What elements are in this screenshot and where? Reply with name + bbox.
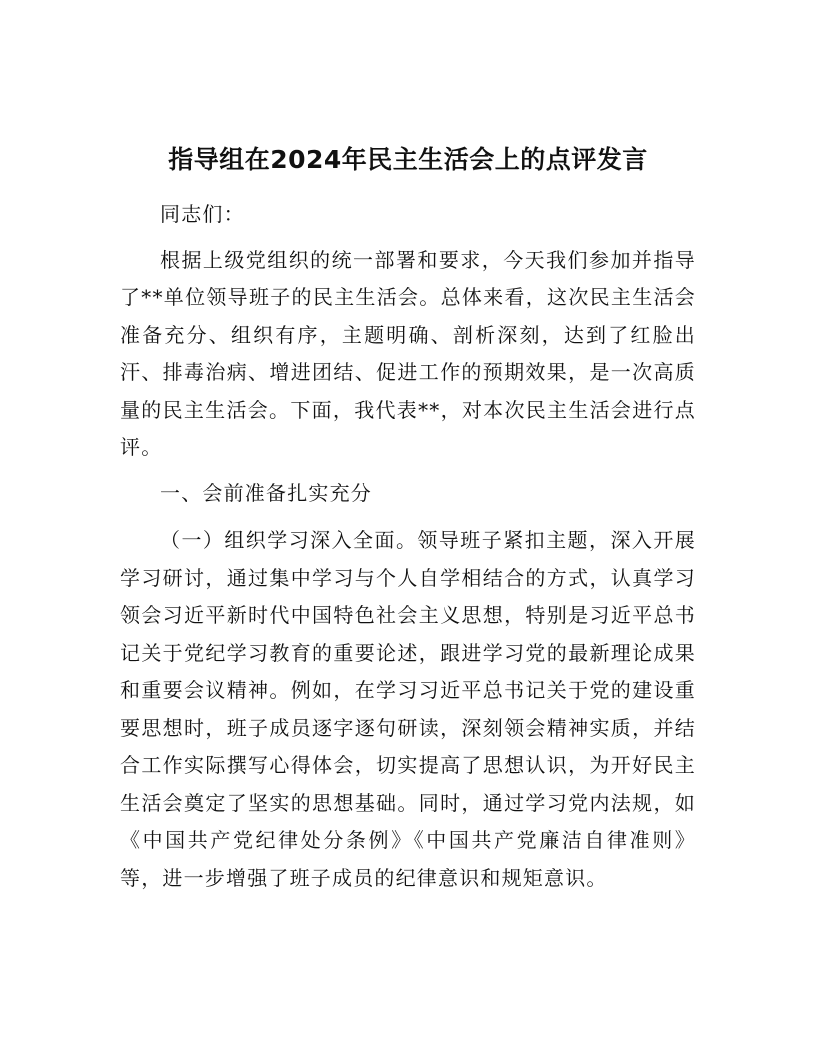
intro-paragraph: 根据上级党组织的统一部署和要求，今天我们参加并指导了**单位领导班子的民主生活会。总体来看，这次民主生活会准备充分、组织有序，主题明确、剖析深刻，达到了红脸出汗、排毒治病、增进团结、促进工作的预期效果，是一次高质量的民主生活会。下面，我代表**，对本次民主生活会进行点评。 xyxy=(120,247,696,459)
document-body xyxy=(120,196,696,897)
section-heading: 一、会前准备扎实充分 xyxy=(160,480,372,505)
greeting-line: 同志们： xyxy=(160,202,245,226)
section-item-paragraph: （一）组织学习深入全面。领导班子紧扣主题，深入开展学习研讨，通过集中学习与个人自学相结合的方式，认真学习领会习近平新时代中国特色社会主义思想，特别是习近平总书记关于党纪学习教育的重要论述，跟进学习党的最新理论成果和重要会议精神。例如，在学习习近平总书记关于党的建设重要思想时，班子成员逐字逐句研读，深刻领会精神实质，并结合工作实际撰写心得体会，切实提高了思想认识，为开好民主生活会奠定了坚实的思想基础。同时，通过学习党内法规，如《中国共产党纪律处分条例》《中国共产党廉洁自律准则》等，进一步增强了班子成员的纪律意识和规矩意识。 xyxy=(120,528,696,890)
document-title: 指导组在2024年民主生活会上的点评发言 xyxy=(168,145,648,174)
